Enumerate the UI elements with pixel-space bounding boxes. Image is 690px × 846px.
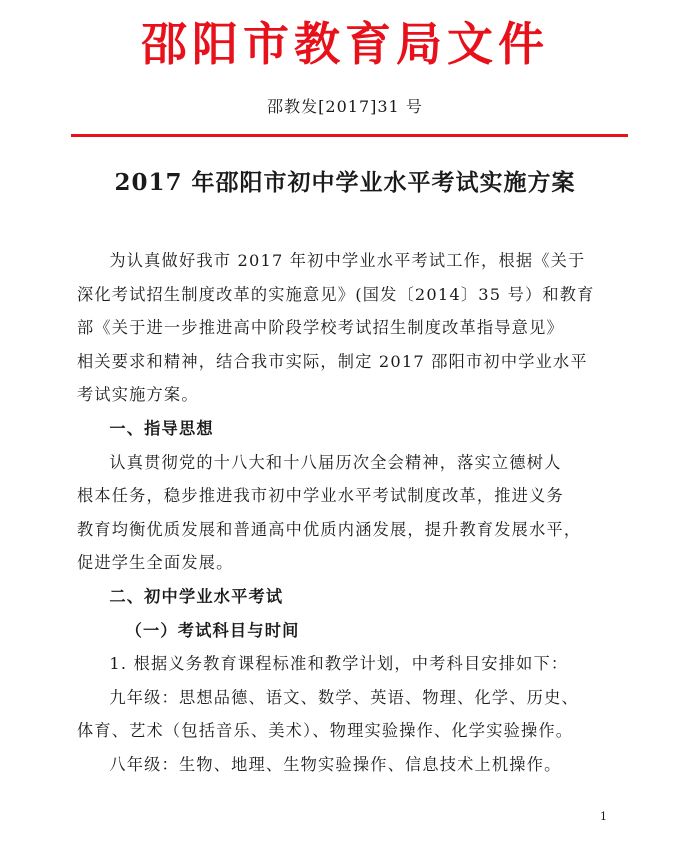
text-line: 1. 根据义务教育课程标准和教学计划，中考科目安排如下： (109, 654, 569, 674)
text-line: 九年级：思想品德、语文、数学、英语、物理、化学、历史、 (109, 687, 579, 707)
text-line: 促进学生全面发展。 (77, 553, 234, 573)
guiding-ideology-paragraph (77, 446, 614, 580)
red-divider-line (71, 134, 628, 137)
page-number: 1 (600, 810, 607, 823)
text-line: 认真贯彻党的十八大和十八届历次全会精神，落实立德树人 (109, 452, 562, 472)
item-1-paragraph (77, 647, 614, 681)
section-heading-guiding-ideology: 一、指导思想 (109, 418, 214, 438)
document-number: 邵教发[2017]31 号 (267, 97, 423, 116)
text-line: 深化考试招生制度改革的实施意见》(国发〔2014〕35 号）和教育 (77, 284, 595, 304)
issuer-header: 邵阳市教育局文件 (141, 17, 549, 71)
section-heading-academic-exam: 二、初中学业水平考试 (109, 586, 284, 606)
grade8-subjects-paragraph (77, 748, 614, 782)
grade9-subjects-paragraph (77, 681, 614, 748)
text-line: 八年级：生物、地理、生物实验操作、信息技术上机操作。 (109, 754, 562, 774)
text-line: 相关要求和精神，结合我市实际，制定 2017 邵阳市初中学业水平 (77, 351, 588, 371)
text-line: 考试实施方案。 (77, 385, 199, 405)
text-line: 体育、艺术（包括音乐、美术）、物理实验操作、化学实验操作。 (77, 721, 574, 741)
text-line: 部《关于进一步推进高中阶段学校考试招生制度改革指导意见》 (77, 318, 564, 338)
document-body (77, 244, 614, 782)
document-title: 2017 年邵阳市初中学业水平考试实施方案 (114, 169, 576, 196)
intro-paragraph (77, 244, 614, 412)
text-line: 为认真做好我市 2017 年初中学业水平考试工作，根据《关于 (109, 251, 586, 270)
text-line: 教育均衡优质发展和普通高中优质内涵发展，提升教育发展水平， (77, 519, 582, 539)
subsection-heading-subjects-time: （一）考试科目与时间 (125, 620, 300, 640)
text-line: 根本任务，稳步推进我市初中学业水平考试制度改革，推进义务 (77, 486, 564, 506)
